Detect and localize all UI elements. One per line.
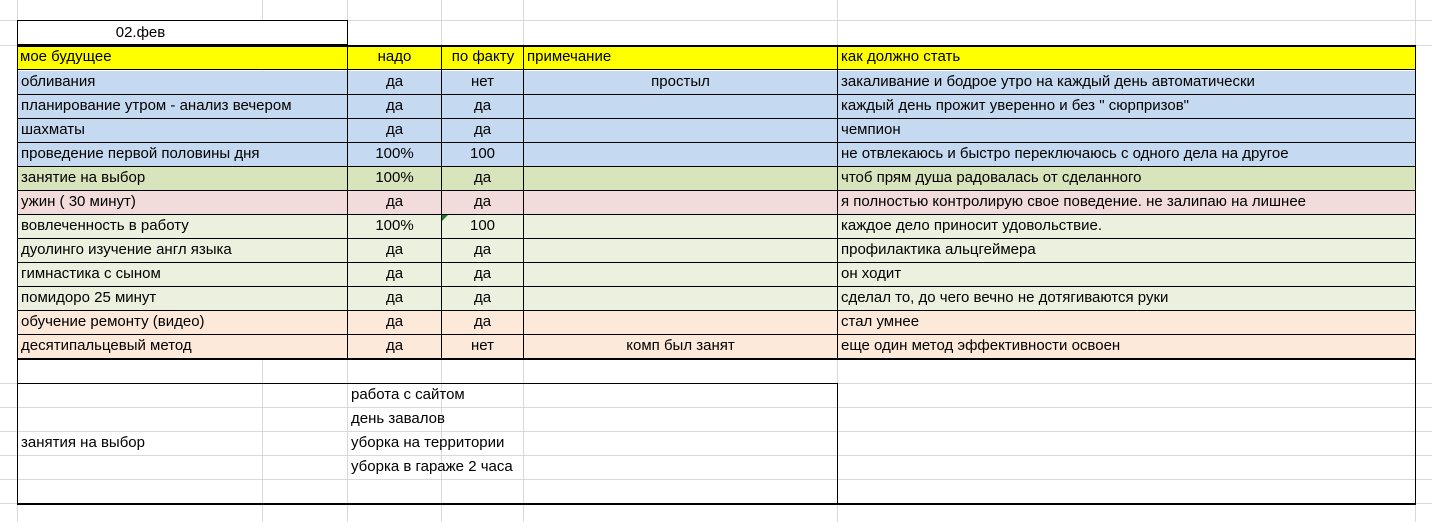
need-cell[interactable]: да (385, 337, 404, 354)
note-cell[interactable]: комп был занят (626, 337, 735, 354)
section-border (17, 503, 1416, 505)
gridline (0, 479, 1432, 480)
need-cell[interactable]: да (385, 97, 404, 114)
task-cell[interactable]: дуолинго изучение англ языка (21, 241, 232, 258)
header-future[interactable]: мое будущее (20, 48, 112, 65)
need-cell[interactable]: да (385, 241, 404, 258)
choices-label[interactable]: занятия на выбор (21, 434, 145, 451)
header-need[interactable]: надо (377, 48, 412, 65)
choice-item[interactable]: работа с сайтом (351, 386, 465, 403)
need-cell[interactable]: да (385, 313, 404, 330)
note-cell[interactable] (524, 191, 837, 214)
fact-cell[interactable]: да (473, 193, 492, 210)
choices-box-border (837, 383, 838, 503)
fact-cell[interactable]: нет (471, 73, 494, 90)
goal-cell[interactable]: сделал то, до чего вечно не дотягиваются руки (841, 289, 1169, 306)
header-goal[interactable]: как должно стать (841, 48, 961, 65)
task-cell[interactable]: вовлеченность в работу (21, 217, 189, 234)
task-cell[interactable]: занятие на выбор (21, 169, 146, 186)
task-cell[interactable]: ужин ( 30 минут) (21, 193, 136, 210)
need-cell[interactable]: да (385, 193, 404, 210)
goal-cell[interactable]: еще один метод эффективности освоен (841, 337, 1121, 354)
goal-cell[interactable]: каждый день прожит уверенно и без " сюрпризов" (841, 97, 1190, 114)
comment-marker-icon (442, 215, 448, 221)
fact-cell[interactable]: да (473, 313, 492, 330)
note-cell[interactable] (524, 95, 837, 118)
task-cell[interactable]: обливания (21, 73, 96, 90)
fact-cell[interactable]: да (473, 289, 492, 306)
need-cell[interactable]: 100% (375, 217, 414, 234)
table-border (1415, 45, 1416, 505)
fact-cell[interactable]: да (473, 169, 492, 186)
task-cell[interactable]: проведение первой половины дня (21, 145, 260, 162)
goal-cell[interactable]: не отвлекаюсь и быстро переключаюсь с одного дела на другое (841, 145, 1289, 162)
fact-cell[interactable]: да (473, 97, 492, 114)
fact-cell[interactable]: 100 (469, 145, 496, 162)
note-cell[interactable]: простыл (651, 73, 710, 90)
section-border (17, 359, 1416, 360)
date-cell[interactable] (17, 20, 348, 45)
goal-cell[interactable]: профилактика альцгеймера (841, 241, 1036, 258)
fact-cell[interactable]: да (473, 265, 492, 282)
table-border (837, 45, 838, 359)
need-cell[interactable]: да (385, 265, 404, 282)
note-cell[interactable] (524, 215, 837, 238)
note-cell[interactable] (524, 287, 837, 310)
note-cell[interactable] (524, 263, 837, 286)
fact-cell[interactable]: да (473, 241, 492, 258)
goal-cell[interactable]: чемпион (841, 121, 901, 138)
gridline (0, 407, 1432, 408)
table-border (441, 45, 442, 359)
choice-item[interactable]: уборка на территории (351, 434, 505, 451)
need-cell[interactable]: 100% (375, 169, 414, 186)
task-cell[interactable]: шахматы (21, 121, 85, 138)
goal-cell[interactable]: я полностью контролирую свое поведение. не залипаю на лишнее (841, 193, 1307, 210)
header-fact[interactable]: по факту (451, 48, 515, 65)
note-cell[interactable] (524, 167, 837, 190)
note-cell[interactable] (524, 119, 837, 142)
table-border (17, 45, 18, 359)
table-border (347, 45, 348, 359)
need-cell[interactable]: да (385, 121, 404, 138)
need-cell[interactable]: да (385, 289, 404, 306)
goal-cell[interactable]: каждое дело приносит удовольствие. (841, 217, 1102, 234)
goal-cell[interactable]: чтоб прям душа радовалась от сделанного (841, 169, 1142, 186)
goal-cell[interactable]: он ходит (841, 265, 902, 282)
header-note[interactable]: примечание (527, 48, 612, 65)
task-cell[interactable]: помидоро 25 минут (21, 289, 157, 306)
task-cell[interactable]: обучение ремонту (видео) (21, 313, 205, 330)
task-cell[interactable]: десятипальцевый метод (21, 337, 192, 354)
date-label: 02.фев (115, 24, 166, 41)
need-cell[interactable]: 100% (375, 145, 414, 162)
goal-cell[interactable]: закаливание и бодрое утро на каждый день автоматически (841, 73, 1255, 90)
note-cell[interactable] (524, 311, 837, 334)
fact-cell[interactable]: да (473, 121, 492, 138)
task-cell[interactable]: планирование утром - анализ вечером (21, 97, 292, 114)
task-cell[interactable]: гимнастика с сыном (21, 265, 161, 282)
note-cell[interactable] (524, 239, 837, 262)
need-cell[interactable]: да (385, 73, 404, 90)
table-border (523, 45, 524, 359)
choice-item[interactable]: уборка в гараже 2 часа (351, 458, 513, 475)
note-cell[interactable] (524, 143, 837, 166)
fact-cell[interactable]: нет (471, 337, 494, 354)
choice-item[interactable]: день завалов (351, 410, 445, 427)
goal-cell[interactable]: стал умнее (841, 313, 920, 330)
fact-cell[interactable]: 100 (469, 217, 496, 234)
